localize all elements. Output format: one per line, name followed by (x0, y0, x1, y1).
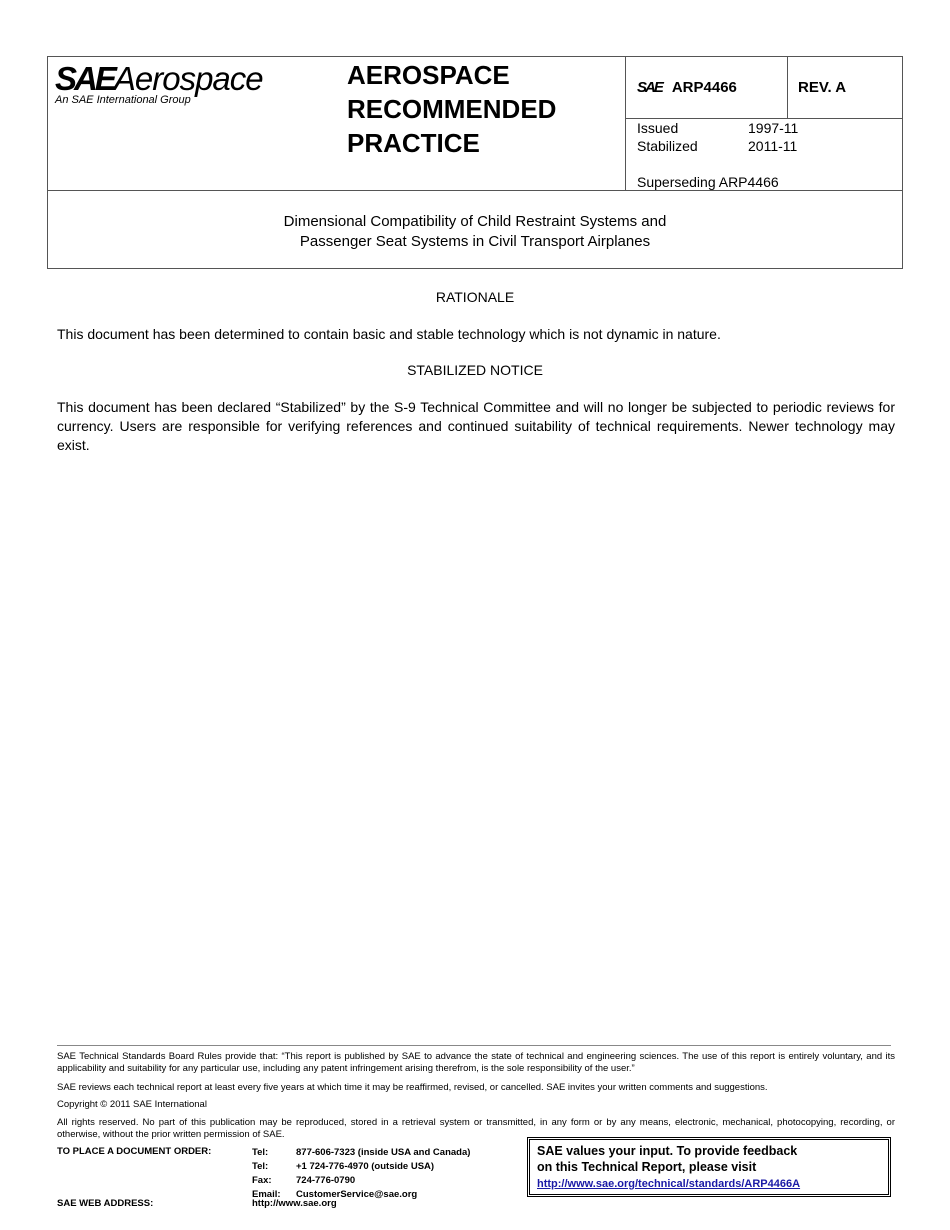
divider (625, 118, 903, 119)
superseding: Superseding ARP4466 (637, 174, 779, 190)
contact-list (252, 1146, 470, 1202)
feedback-box (527, 1137, 891, 1197)
issued-value: 1997-11 (748, 120, 799, 136)
footer-rules: SAE Technical Standards Board Rules provide that: “This report is published by SAE to advance the state of technical and engineering sciences. The use of this report is entirely voluntary, and its applicability and suitability for any particular use, including any patent infringement arising therefrom, is the sole responsibility of the user.” (57, 1051, 895, 1074)
contact-label: Fax: (252, 1175, 272, 1186)
sae-aerospace-logo (55, 60, 263, 106)
logo-brand: SAE (55, 60, 114, 97)
contact-label: Tel: (252, 1147, 269, 1158)
subtitle-line: Passenger Seat Systems in Civil Transport Airplanes (299, 233, 651, 250)
divider (625, 56, 626, 190)
title-line: AEROSPACE (347, 60, 510, 90)
stabilized-label: Stabilized (637, 138, 698, 154)
footer-reviews: SAE reviews each technical report at least every five years at which time it may be reaffirmed, revised, or cancelled. SAE invites your written comments and suggestions. (57, 1082, 768, 1093)
document-subtitle (47, 212, 903, 252)
contact-email: CustomerService@sae.org (296, 1189, 418, 1200)
notice-text: This document has been declared “Stabilized” by the S-9 Technical Committee and will no longer be subjected to periodic reviews for currency. Users are responsible for verifying references and continued suitability of technical requirements. Newer technology may exist. (57, 399, 895, 453)
contact-value: 724-776-0790 (296, 1175, 356, 1186)
notice-heading: STABILIZED NOTICE (407, 362, 543, 378)
footer-rights: All rights reserved. No part of this publication may be reproduced, stored in a retrieval system or transmitted, in any form or by any means, electronic, mechanical, photocopying, recording, or otherwise, without the prior written permission of SAE. (57, 1117, 895, 1140)
document-number (637, 79, 737, 96)
logo-tagline: An SAE International Group (55, 94, 191, 106)
divider (47, 190, 903, 191)
web-address: http://www.sae.org (252, 1198, 337, 1209)
document-type-title (347, 58, 556, 160)
rationale-text: This document has been determined to contain basic and stable technology which is not dynamic in nature. (57, 326, 721, 342)
feedback-link[interactable]: http://www.sae.org/technical/standards/ARP4466A (537, 1178, 801, 1190)
title-line: PRACTICE (347, 128, 480, 158)
issued-label: Issued (637, 120, 679, 136)
contact-label: Tel: (252, 1161, 269, 1172)
divider (787, 56, 788, 118)
stabilized-value: 2011-11 (748, 138, 798, 154)
rationale-heading: RATIONALE (435, 289, 515, 305)
logo-word: Aerospace (113, 60, 263, 97)
revision: REV. A (798, 79, 847, 96)
doc-number: ARP4466 (671, 79, 737, 96)
order-label: TO PLACE A DOCUMENT ORDER: (57, 1146, 212, 1157)
web-label: SAE WEB ADDRESS: (57, 1198, 154, 1209)
sae-logo-small: SAE (637, 79, 662, 96)
footer-rule (57, 1045, 891, 1046)
contact-label: Email: (252, 1189, 281, 1200)
subtitle-line: Dimensional Compatibility of Child Restraint Systems and (283, 213, 667, 230)
feedback-text: SAE values your input. To provide feedback (537, 1144, 798, 1158)
feedback-text: on this Technical Report, please visit (537, 1160, 757, 1174)
contact-value: +1 724-776-4970 (outside USA) (296, 1161, 435, 1172)
contact-value: 877-606-7323 (inside USA and Canada) (296, 1147, 471, 1158)
footer-copyright: Copyright © 2011 SAE International (57, 1099, 207, 1110)
title-line: RECOMMENDED (347, 94, 557, 124)
